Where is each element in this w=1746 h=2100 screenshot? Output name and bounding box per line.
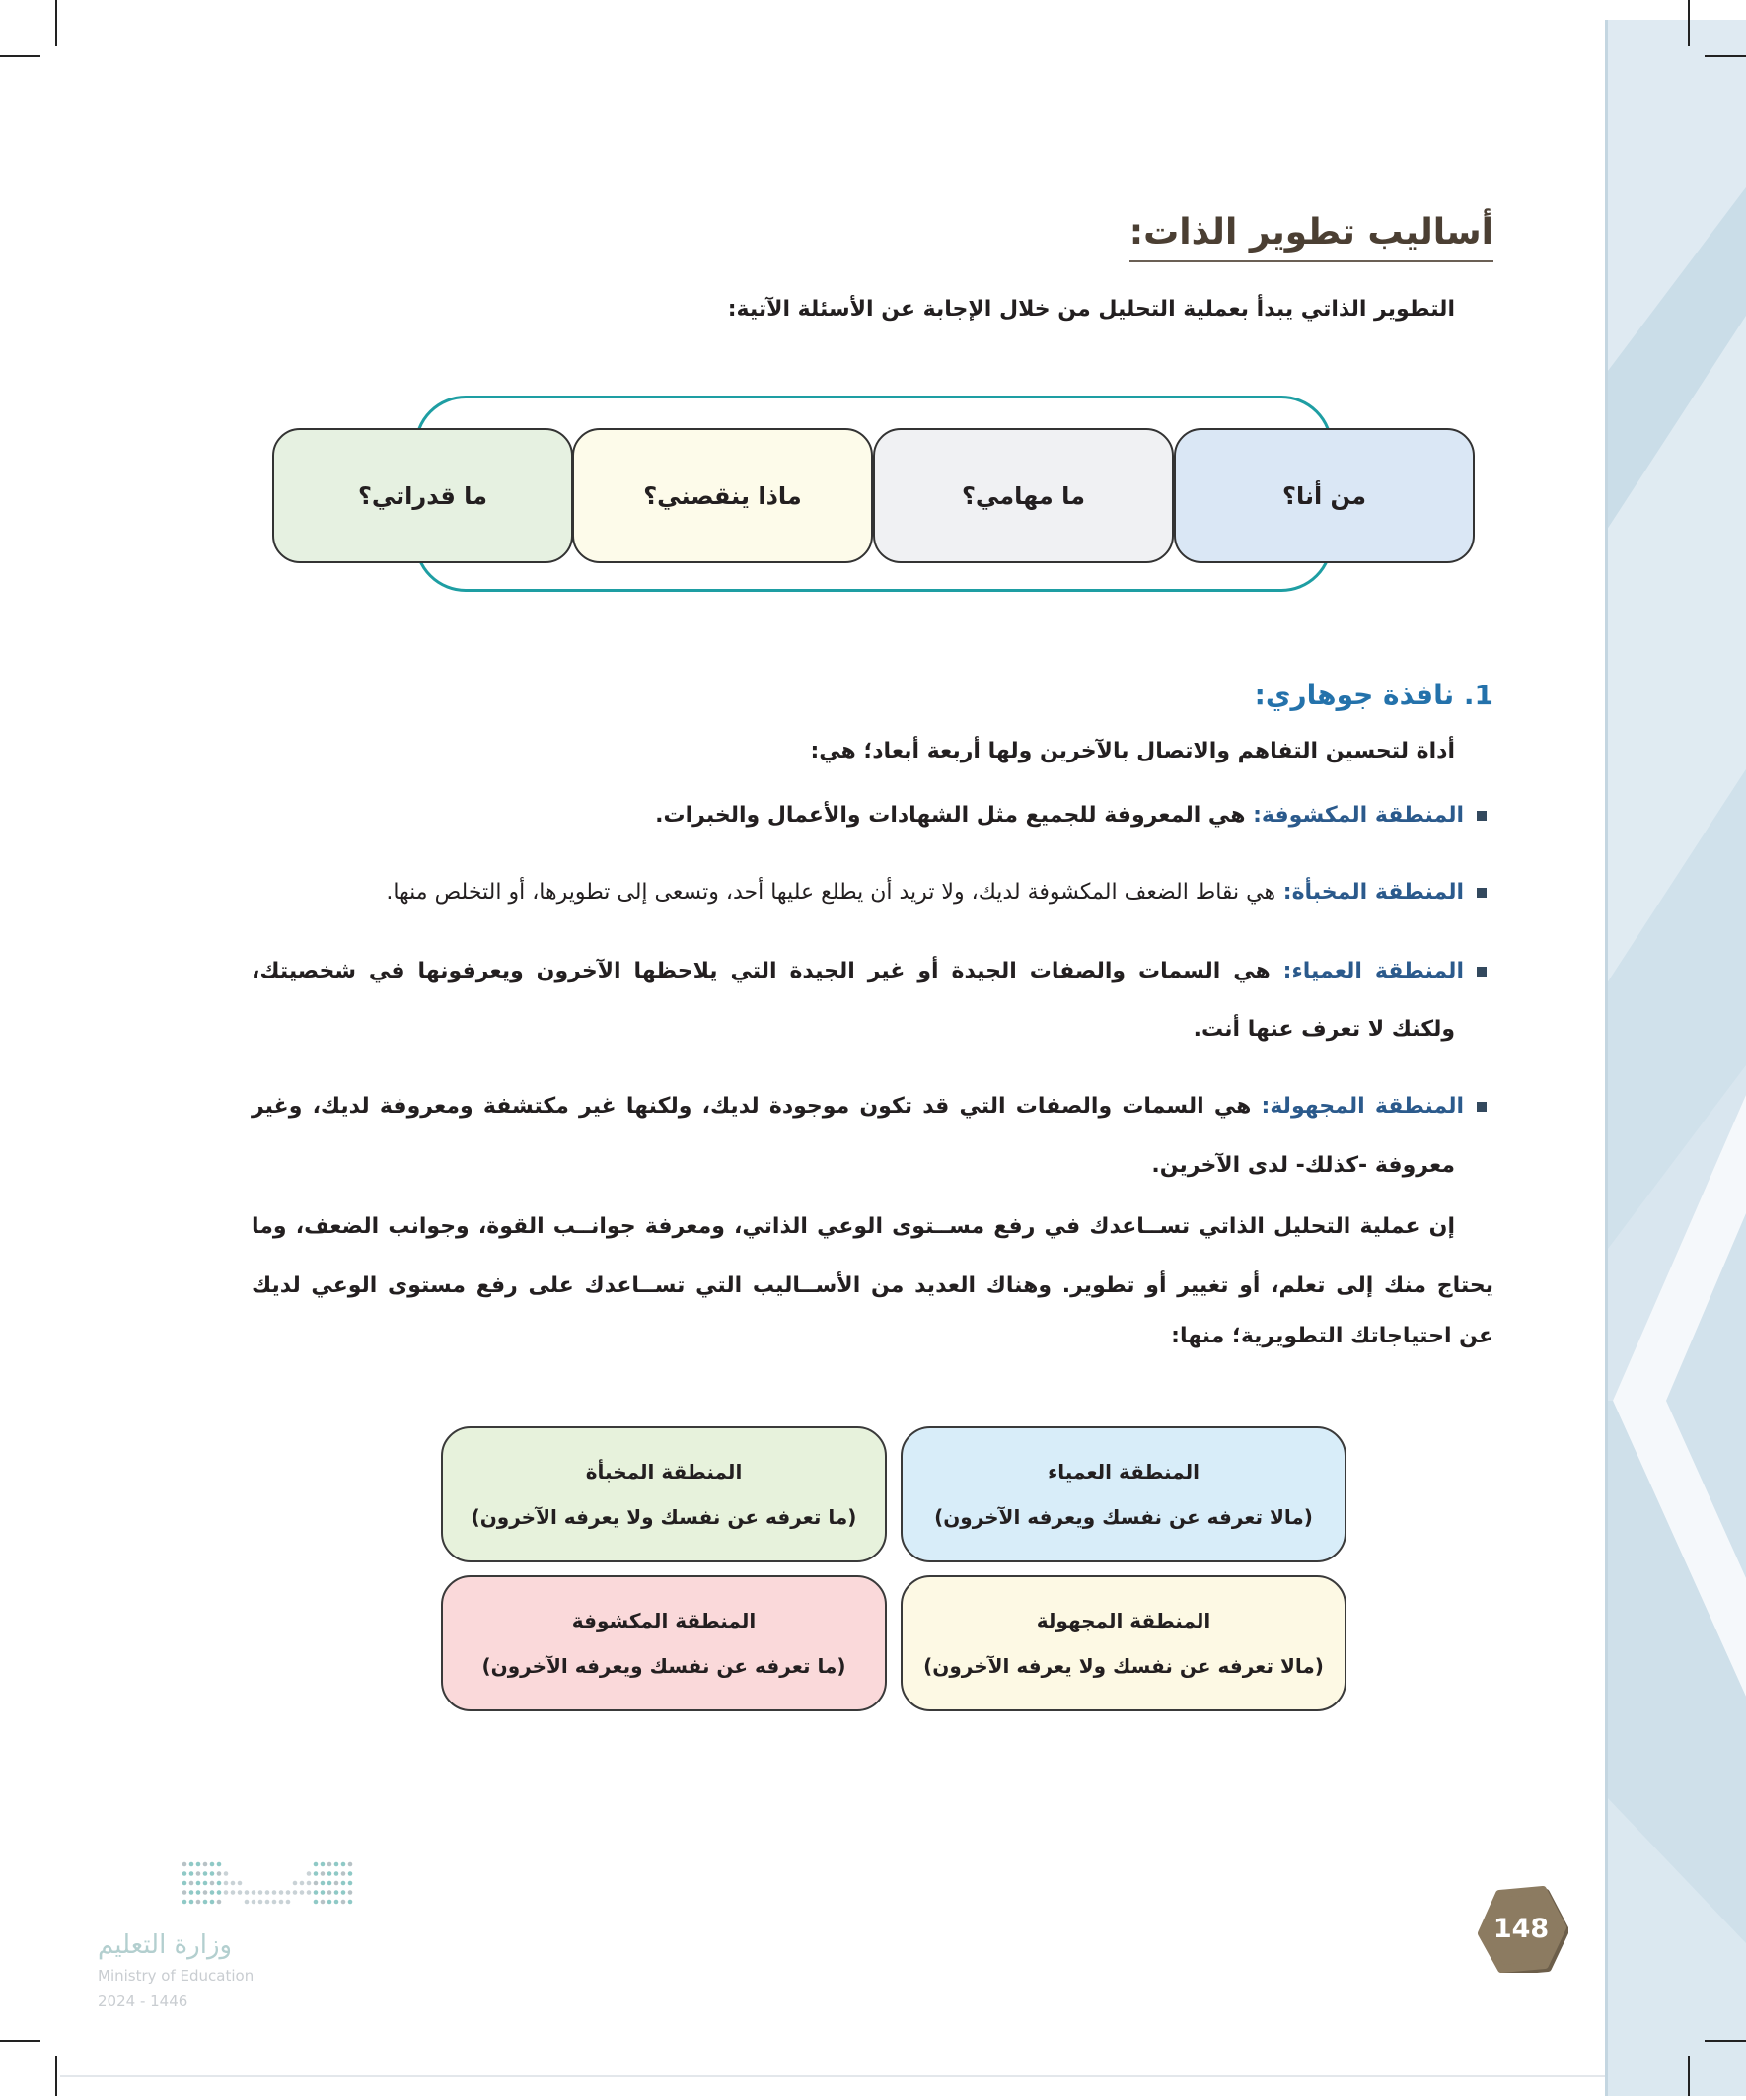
logo-dot	[321, 1871, 326, 1876]
logo-dot	[321, 1900, 326, 1905]
logo-dot	[189, 1871, 194, 1876]
logo-dot	[238, 1881, 243, 1886]
crop-mark-tr-h	[1705, 55, 1746, 57]
bullet-icon	[1477, 888, 1487, 898]
zone-unknown-line	[252, 1092, 1464, 1122]
logo-dot	[182, 1871, 187, 1876]
question-my-abilities	[272, 428, 573, 563]
logo-dot	[334, 1862, 339, 1867]
logo-dot	[189, 1862, 194, 1867]
zone-term: المنطقة المجهولة:	[1261, 1094, 1465, 1119]
logo-dot	[307, 1881, 312, 1886]
logo-dot	[286, 1890, 291, 1895]
grid-zone-description: (ما تعرفه عن نفسك ويعرفه الآخرون)	[481, 1654, 846, 1678]
logo-dot	[341, 1890, 346, 1895]
logo-dot	[258, 1890, 263, 1895]
logo-dot	[196, 1900, 201, 1905]
logo-dot	[245, 1900, 250, 1905]
logo-dot	[245, 1890, 250, 1895]
grid-zone-title: المنطقة المكشوفة	[571, 1609, 757, 1632]
logo-dot	[307, 1890, 312, 1895]
logo-dot	[348, 1890, 353, 1895]
johari-intro: أداة لتحسين التفاهم والاتصال بالآخرين ولها أربعة أبعاد؛ هي:	[810, 739, 1455, 763]
question-who-am-i	[1174, 428, 1475, 563]
zone-term: المنطقة المخبأة:	[1282, 880, 1464, 905]
logo-dot	[341, 1881, 346, 1886]
logo-dot	[334, 1900, 339, 1905]
logo-dot	[327, 1862, 332, 1867]
paragraph-line-1: إن عملية التحليل الذاتي تســاعدك في رفع مســتوى الوعي الذاتي، ومعرفة جوانــب القوة، وجوانب الضعف، وما	[252, 1214, 1455, 1239]
logo-dot	[279, 1900, 284, 1905]
logo-dot	[348, 1900, 353, 1905]
zone-open-line	[655, 801, 1464, 831]
logo-dot	[182, 1881, 187, 1886]
logo-dot	[210, 1862, 215, 1867]
logo-dot	[210, 1881, 215, 1886]
crop-mark-tr-v	[1688, 0, 1690, 46]
logo-dot	[348, 1871, 353, 1876]
logo-dot	[238, 1890, 243, 1895]
logo-dot	[314, 1881, 319, 1886]
logo-dot	[224, 1881, 229, 1886]
ministry-name-english: Ministry of Education	[98, 1967, 255, 1985]
logo-dot	[203, 1881, 208, 1886]
logo-dot	[341, 1862, 346, 1867]
logo-dot	[182, 1900, 187, 1905]
ministry-logo-dots	[181, 1859, 354, 1907]
question-label: ما قدراتي؟	[357, 481, 488, 510]
question-label: من أنا؟	[1282, 481, 1366, 510]
logo-dot	[224, 1871, 229, 1876]
logo-dot	[224, 1890, 229, 1895]
page-number: 148	[1492, 1913, 1550, 1944]
bottom-rule	[60, 2075, 1605, 2077]
logo-dot	[272, 1890, 277, 1895]
zone-description: هي نقاط الضعف المكشوفة لديك، ولا تريد أن يطلع عليها أحد، وتسعى إلى تطويرها، أو التخلص منها.	[386, 880, 1276, 905]
logo-dot	[321, 1881, 326, 1886]
paragraph-line-3: عن احتياجاتك التطويرية؛ منها:	[1171, 1324, 1493, 1348]
grid-zone-title: المنطقة المخبأة	[585, 1460, 743, 1484]
zone-term: المنطقة المكشوفة:	[1253, 803, 1464, 828]
logo-dot	[203, 1862, 208, 1867]
logo-dot	[203, 1890, 208, 1895]
logo-dot	[196, 1881, 201, 1886]
grid-zone-description: (مالا تعرفه عن نفسك ولا يعرفه الآخرون)	[923, 1654, 1324, 1678]
logo-dot	[327, 1881, 332, 1886]
logo-dot	[196, 1871, 201, 1876]
logo-dot	[196, 1890, 201, 1895]
logo-dot	[182, 1890, 187, 1895]
logo-dot	[327, 1900, 332, 1905]
side-strip-pattern	[1605, 20, 1746, 2096]
logo-dot	[265, 1900, 270, 1905]
logo-dot	[307, 1871, 312, 1876]
logo-dot	[182, 1862, 187, 1867]
ministry-name-arabic: وزارة التعليم	[98, 1930, 233, 1960]
logo-dot	[327, 1871, 332, 1876]
bullet-icon	[1477, 967, 1487, 977]
zone-description: هي المعروفة للجميع مثل الشهادات والأعمال والخبرات.	[655, 803, 1246, 828]
logo-dot	[231, 1881, 236, 1886]
crop-mark-tl-v	[55, 0, 57, 46]
crop-mark-tl-h	[0, 55, 40, 57]
logo-dot	[252, 1890, 256, 1895]
logo-dot	[217, 1890, 222, 1895]
zone-term: المنطقة العمياء:	[1282, 959, 1464, 983]
bullet-icon	[1477, 811, 1487, 821]
bullet-icon	[1477, 1102, 1487, 1112]
logo-dot	[217, 1881, 222, 1886]
logo-dot	[321, 1890, 326, 1895]
logo-dot	[217, 1871, 222, 1876]
question-my-tasks	[873, 428, 1174, 563]
logo-dot	[196, 1862, 201, 1867]
zone-blind-line-2: ولكنك لا تعرف عنها أنت.	[1193, 1017, 1455, 1042]
grid-zone-title: المنطقة العمياء	[1048, 1460, 1200, 1484]
question-label: ماذا ينقصني؟	[643, 481, 802, 510]
question-what-am-i-missing	[572, 428, 873, 563]
logo-dot	[203, 1871, 208, 1876]
crop-mark-br-h	[1705, 2040, 1746, 2042]
logo-dot	[348, 1862, 353, 1867]
logo-dot	[334, 1881, 339, 1886]
logo-dot	[279, 1890, 284, 1895]
zone-hidden-line	[386, 878, 1464, 907]
logo-dot	[327, 1890, 332, 1895]
logo-dot	[210, 1871, 215, 1876]
logo-dot	[189, 1881, 194, 1886]
zone-unknown-line-2: معروفة -كذلك- لدى الآخرين.	[1151, 1153, 1455, 1178]
grid-blind-zone	[901, 1426, 1346, 1562]
grid-zone-description: (ما تعرفه عن نفسك ولا يعرفه الآخرون)	[471, 1505, 857, 1529]
logo-dot	[334, 1890, 339, 1895]
logo-dot	[189, 1900, 194, 1905]
grid-zone-description: (مالا تعرفه عن نفسك ويعرفه الآخرون)	[934, 1505, 1313, 1529]
decorative-side-strip	[1605, 20, 1746, 2096]
grid-zone-title: المنطقة المجهولة	[1036, 1609, 1211, 1632]
zone-description: هي السمات والصفات التي قد تكون موجودة لديك، ولكنها غير مكتشفة ومعروفة لديك، وغير	[252, 1094, 1252, 1119]
logo-dot	[300, 1890, 305, 1895]
logo-dot	[258, 1900, 263, 1905]
logo-dot	[293, 1890, 298, 1895]
question-label: ما مهامي؟	[962, 481, 1086, 510]
logo-dot	[314, 1890, 319, 1895]
crop-mark-bl-v	[55, 2056, 57, 2096]
grid-open-zone	[441, 1575, 887, 1711]
logo-dot	[217, 1862, 222, 1867]
logo-dot	[210, 1890, 215, 1895]
logo-dot	[217, 1900, 222, 1905]
logo-dot	[272, 1900, 277, 1905]
logo-dot	[286, 1900, 291, 1905]
logo-dot	[252, 1900, 256, 1905]
page-title: أساليب تطوير الذات:	[1129, 211, 1493, 262]
crop-mark-bl-h	[0, 2040, 40, 2042]
logo-dot	[210, 1900, 215, 1905]
logo-dot	[231, 1890, 236, 1895]
logo-dot	[314, 1871, 319, 1876]
logo-dot	[314, 1900, 319, 1905]
crop-mark-br-v	[1688, 2056, 1690, 2096]
page-number-badge	[1474, 1884, 1568, 1973]
logo-dot	[265, 1890, 270, 1895]
logo-dot	[334, 1871, 339, 1876]
logo-dot	[341, 1900, 346, 1905]
zone-description: هي السمات والصفات الجيدة أو غير الجيدة التي يلاحظها الآخرون ويعرفونها في شخصيتك،	[252, 959, 1271, 983]
logo-dot	[348, 1881, 353, 1886]
page-intro: التطوير الذاتي يبدأ بعملية التحليل من خلال الإجابة عن الأسئلة الآتية:	[727, 297, 1455, 322]
logo-dot	[189, 1890, 194, 1895]
logo-dot	[341, 1871, 346, 1876]
grid-hidden-zone	[441, 1426, 887, 1562]
johari-heading: 1. نافذة جوهاري:	[1254, 679, 1493, 711]
grid-unknown-zone	[901, 1575, 1346, 1711]
logo-dot	[203, 1900, 208, 1905]
logo-dot	[321, 1862, 326, 1867]
zone-blind-line	[252, 957, 1464, 986]
edition-year: 2024 - 1446	[98, 1992, 188, 2010]
logo-dot	[300, 1881, 305, 1886]
paragraph-line-2: يحتاج منك إلى تعلم، أو تغيير أو تطوير. وهناك العديد من الأســاليب التي تســاعدك على رفع مستوى الوعي لديك	[252, 1273, 1493, 1298]
logo-dot	[314, 1862, 319, 1867]
logo-dot	[293, 1881, 298, 1886]
